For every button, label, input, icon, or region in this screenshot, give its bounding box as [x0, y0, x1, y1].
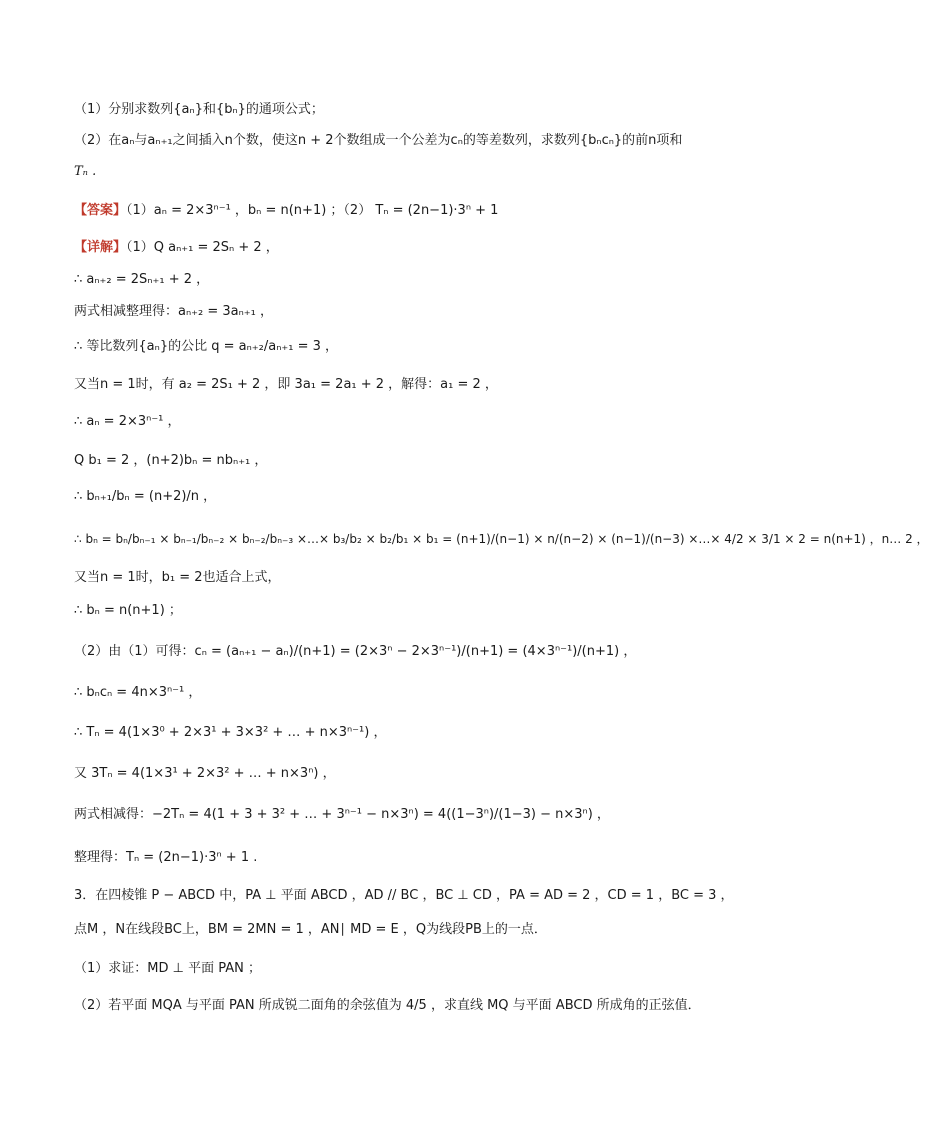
answer-label: 【答案】: [74, 203, 127, 218]
question-part-2-cont: Tₙ .: [74, 164, 97, 179]
solution-step: ∴ aₙ₊₂ = 2Sₙ₊₁ + 2 ，: [74, 272, 210, 287]
solution-step: 又当n = 1时，b₁ = 2也适合上式，: [74, 570, 281, 585]
solution-step: 整理得：Tₙ = (2n−1)·3ⁿ + 1 .: [74, 850, 258, 865]
solution-step: ∴ bₙcₙ = 4n×3ⁿ⁻¹ ，: [74, 685, 202, 700]
solution-step: ∴ bₙ = n(n+1) ；: [74, 603, 182, 618]
question-part-1: （1）分别求数列{aₙ}和{bₙ}的通项公式；: [74, 102, 324, 117]
solution-step: 又当n = 1时，有 a₂ = 2S₁ + 2 ，即 3a₁ = 2a₁ + 2 ，解得：a₁ = 2 ，: [74, 377, 498, 392]
solution-step: ∴ bₙ = bₙ/bₙ₋₁ × bₙ₋₁/bₙ₋₂ × bₙ₋₂/bₙ₋₃ ×…× b₃/b₂ × b₂/b₁ × b₁ = (n+1)/(n−1) × n/(n−2) × (n−1)/(n−3) ×…× 4/2 × 3/1 × 2 = n(n+1) ，n… 2 ，: [74, 532, 929, 546]
problem-3-part-1: （1）求证：MD ⊥ 平面 PAN ；: [74, 961, 261, 976]
problem-3-part-2: （2）若平面 MQA 与平面 PAN 所成锐二面角的余弦值为 4/5 ，求直线 MQ 与平面 ABCD 所成角的正弦值．: [74, 998, 701, 1013]
solution-step: （2）由（1）可得：cₙ = (aₙ₊₁ − aₙ)/(n+1) = (2×3ⁿ − 2×3ⁿ⁻¹)/(n+1) = (4×3ⁿ⁻¹)/(n+1) ，: [74, 644, 637, 659]
problem-3-statement: 3．在四棱锥 P − ABCD 中，PA ⊥ 平面 ABCD ，AD // BC ，BC ⊥ CD ，PA = AD = 2 ，CD = 1 ，BC = 3 ，: [74, 888, 734, 903]
solution-step: ∴ bₙ₊₁/bₙ = (n+2)/n ，: [74, 489, 217, 504]
solution-step: ∴ 等比数列{aₙ}的公比 q = aₙ₊₂/aₙ₊₁ = 3 ，: [74, 339, 339, 354]
solution-step: 又 3Tₙ = 4(1×3¹ + 2×3² + … + n×3ⁿ) ，: [74, 766, 336, 781]
detail-text: （1）Q aₙ₊₁ = 2Sₙ + 2 ，: [126, 240, 279, 255]
solution-step: 两式相减得：−2Tₙ = 4(1 + 3 + 3² + … + 3ⁿ⁻¹ − n×3ⁿ) = 4((1−3ⁿ)/(1−3) − n×3ⁿ) ，: [74, 807, 610, 822]
question-part-2: （2）在aₙ与aₙ₊₁之间插入n个数，使这n + 2个数组成一个公差为cₙ的等差数列，求数列{bₙcₙ}的前n项和: [74, 133, 683, 148]
solution-step: Q b₁ = 2 ，(n+2)bₙ = nbₙ₊₁ ，: [74, 453, 268, 468]
detail-label: 【详解】: [74, 240, 127, 255]
problem-3-statement-cont: 点M ，N在线段BC上，BM = 2MN = 1 ，AN∣ MD = E ，Q为线段PB上的一点．: [74, 922, 547, 937]
answer-text: （1）aₙ = 2×3ⁿ⁻¹ ，bₙ = n(n+1) ；（2） Tₙ = (2n−1)·3ⁿ + 1: [126, 203, 499, 218]
solution-step: 两式相减整理得：aₙ₊₂ = 3aₙ₊₁ ，: [74, 304, 273, 319]
answer-line: [74, 201, 734, 221]
detail-line: [74, 238, 734, 258]
solution-step: ∴ aₙ = 2×3ⁿ⁻¹ ，: [74, 414, 181, 429]
solution-step: ∴ Tₙ = 4(1×3⁰ + 2×3¹ + 3×3² + … + n×3ⁿ⁻¹) ，: [74, 725, 387, 740]
